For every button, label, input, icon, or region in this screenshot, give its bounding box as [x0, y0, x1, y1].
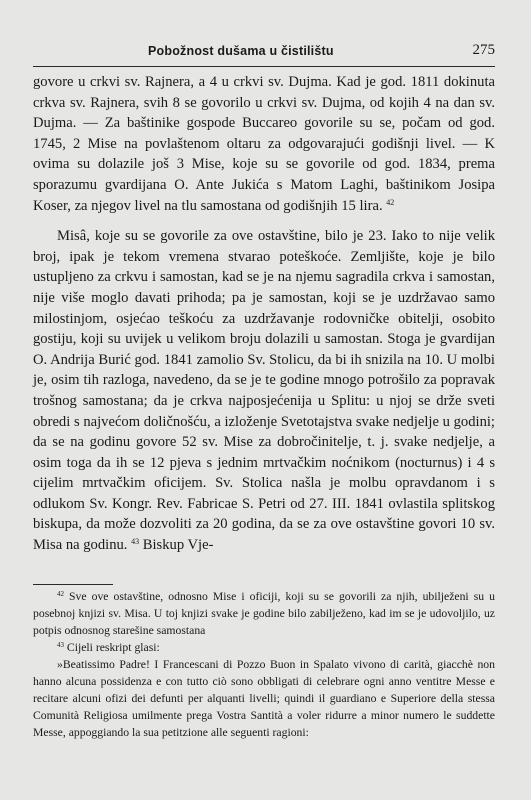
page-header [33, 42, 495, 64]
footnote-text: »Beatissimo Padre! I Francescani di Pozzo Buon in Spalato vivono di carità, giacchè non hanno alcuna possidenza e con tutto ciò sono obbligati di celebrare ogni anno ventitre Messe e recitare alcuni ofizi dei defunti per alquanti livelli; quindi il guardiano e Superiore della stessa Comunità Religiosa umilmente prega Vostra Santità a voler ridurre a minor numero le suddette Messe, appoggiando la sua petitzione alle seguenti ragioni: [33, 658, 495, 739]
paragraph [33, 72, 495, 216]
header-rule [33, 66, 495, 67]
footnote-text: Cijeli reskript glasi: [64, 641, 160, 654]
footnote-reference: 42 [386, 197, 395, 207]
body-text [33, 72, 495, 556]
paragraph-continuation: Biskup Vje- [139, 537, 214, 554]
paragraph-text: govore u crkvi sv. Rajnera, a 4 u crkvi sv. Dujma. Kad je god. 1811 dokinuta crkva sv. Rajnera, svih 8 se govorilo u crkvi sv. Dujma, od kojih 4 na dan sv. Dujma. — Za baštinike gospode Buccareo govorile su se, počam od god. 1745, 2 Mise na povlaštenom oltaru za odgovarajući godišnji livel. — K ovima su dolazile još 3 Mise, koje su se govorile od god. 1834, prema sporazumu gvardijana O. Ante Jukića s Matom Laghi, baštinikom Josipa Koser, za njegov livel na tlu samostana od godišnjih 15 lira. [33, 74, 495, 214]
footnote [33, 639, 495, 656]
footnote-mark: 42 [57, 590, 64, 598]
footnote-text: Sve ove ostavštine, odnosno Mise i oficiji, koji su se govorili za njih, ubilježeni su u posebnoj knjizi sv. Misa. U toj knjizi svake je godine bilo zabilježeno, kad im se je udovoljilo, uz potpis odnosnog starešine samostana [33, 590, 495, 637]
paragraph [33, 226, 495, 556]
page-number: 275 [472, 42, 495, 58]
footnotes [33, 588, 495, 741]
footnote-mark: 43 [57, 641, 64, 649]
footnote-quotation [33, 656, 495, 741]
footnote [33, 588, 495, 639]
footnote-rule [33, 584, 113, 585]
footnote-reference: 43 [131, 537, 140, 547]
running-title: Pobožnost dušama u čistilištu [148, 44, 334, 58]
paragraph-text: Misâ, koje su se govorile za ove ostavštine, bilo je 23. Iako to nije velik broj, ipak je tekom vremena stvarao poteškoće. Zemljište, koje je bilo ustupljeno za crkvu i samostan, kad se je na njemu sagradila crkva i samostan, nije više moglo davati prihoda; pa je samostan, koji se je uzdržavao samo milostinjom, osjećao teškoću za uzdržavanje rodovničke obitelji, osobito gostiju, koji su uvijek u velikom broju dolazili u samostan. Stoga je gvardijan O. Andrija Burić god. 1841 zamolio Sv. Stolicu, da bi ih snizila na 10. U molbi je, osim tih razloga, navedeno, da se je te godine mnogo potrošilo za popravak trošnog samostana; da je crkva najposjećenija u Splitu: u njoj se drže sveti obredi s najvećom doličnošću, a izloženje Svetotajstva svake nedjelje u godini; da se na godinu govore 52 sv. Mise za dobročinitelje, t. j. svake nedjelje, a osim toga da ih se 12 pjeva s jednim mrtvačkim noćnikom (nocturnus) i 4 s cijelim mrtvačkim oficijem. Sv. Stolica našla je molbu opravdanom i s odlukom Sv. Kongr. Rev. Fabricae S. Petri od 27. III. 1841 ovlastila splitskog biskupa, da može dozvoliti za 20 godina, da se za ove ostavštine govori 10 sv. Misa na godinu. [33, 228, 495, 554]
